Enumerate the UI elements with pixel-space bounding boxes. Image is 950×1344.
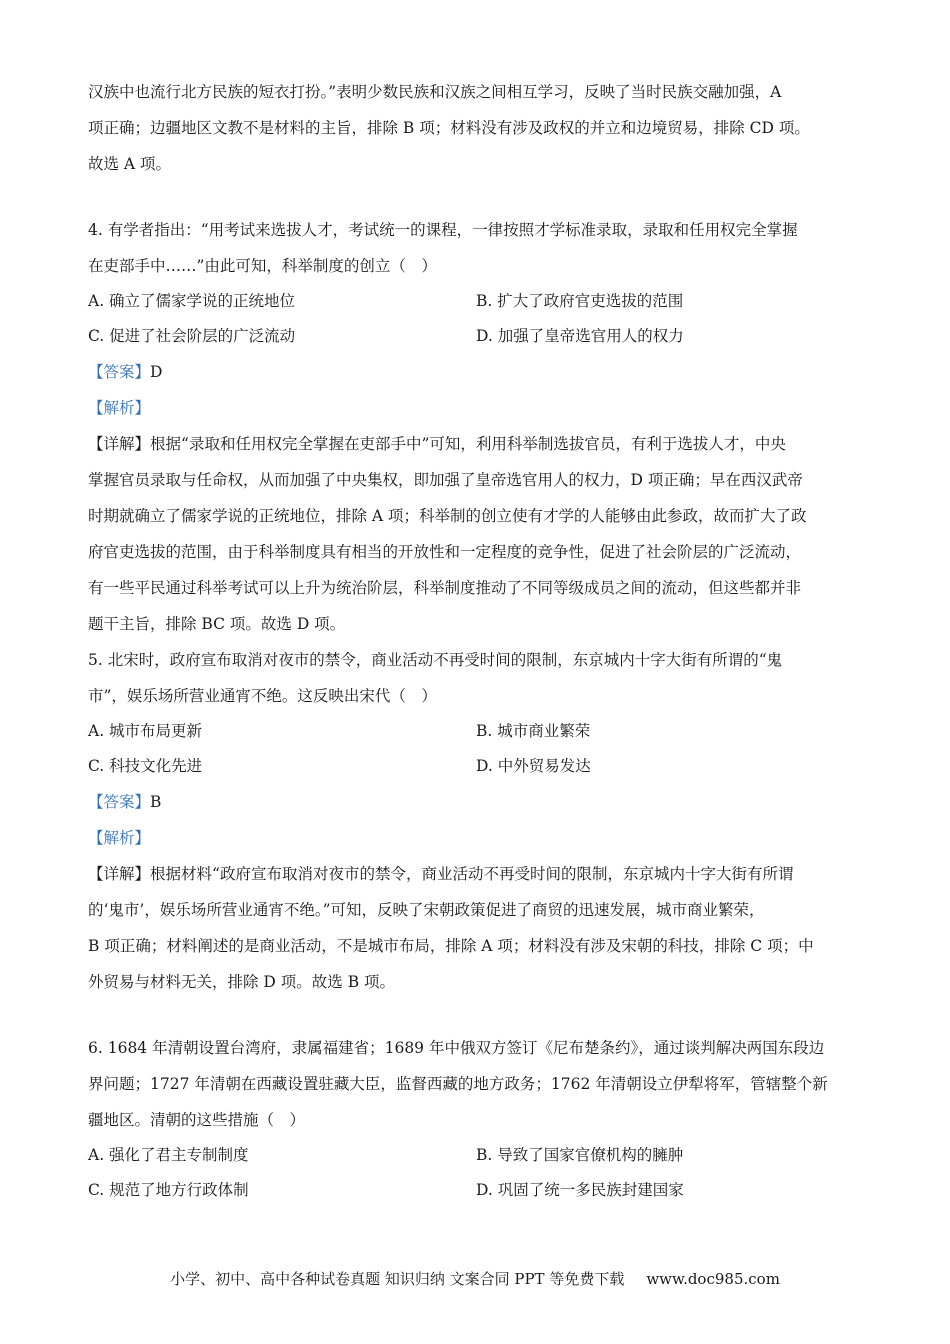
question-5-option-c: C. 科技文化先进 bbox=[88, 757, 203, 775]
prev-explanation-line-2: 项正确；边疆地区文教不是材料的主旨，排除 B 项；材料没有涉及政权的并立和边境贸易，排除 CD 项。 bbox=[88, 119, 810, 137]
question-4-stem-line-2: 在吏部手中……”由此可知，科举制度的创立（ ） bbox=[88, 257, 437, 275]
question-4-detail-line-2: 掌握官员录取与任命权，从而加强了中央集权，即加强了皇帝选官用人的权力，D 项正确；早在西汉武帝 bbox=[88, 471, 803, 489]
detail-text: 根据材料“政府宣布取消对夜市的禁令，商业活动不再受时间的限制，东京城内十字大街有所谓 bbox=[150, 865, 794, 883]
detail-tag: 【详解】 bbox=[88, 865, 151, 883]
question-4-analysis-tag bbox=[88, 390, 874, 426]
answer-value: B bbox=[150, 793, 162, 811]
prev-explanation-line-3: 故选 A 项。 bbox=[88, 155, 172, 173]
question-6-options-row-1 bbox=[88, 1138, 874, 1173]
question-4-option-d: D. 加强了皇帝选官用人的权力 bbox=[476, 327, 684, 345]
question-6-stem-line-2: 界问题；1727 年清朝在西藏设置驻藏大臣，监督西藏的地方政务；1762 年清朝设立伊犁将军，管辖整个新 bbox=[88, 1075, 828, 1093]
analysis-tag: 【解析】 bbox=[88, 399, 151, 417]
question-5-detail-line-4: 外贸易与材料无关，排除 D 项。故选 B 项。 bbox=[88, 973, 396, 991]
question-5-stem-line-1: 5. 北宋时，政府宣布取消对夜市的禁令，商业活动不再受时间的限制，东京城内十字大街有所谓的“鬼 bbox=[88, 651, 783, 669]
document-body bbox=[88, 74, 874, 1208]
answer-value: D bbox=[150, 363, 163, 381]
question-4-detail-line-1 bbox=[88, 426, 874, 462]
answer-tag: 【答案】 bbox=[88, 793, 151, 811]
page-footer bbox=[0, 1268, 950, 1289]
question-6-option-b: B. 导致了国家官僚机构的臃肿 bbox=[476, 1146, 684, 1164]
question-5-analysis-tag bbox=[88, 820, 874, 856]
question-4-option-b: B. 扩大了政府官吏选拔的范围 bbox=[476, 292, 684, 310]
detail-tag: 【详解】 bbox=[88, 435, 151, 453]
question-5-detail-line-2: 的‘鬼市’，娱乐场所营业通宵不绝。”可知，反映了宋朝政策促进了商贸的迅速发展，城市商业繁荣， bbox=[88, 901, 765, 919]
question-4-detail-line-4: 府官吏选拔的范围，由于科举制度具有相当的开放性和一定程度的竞争性，促进了社会阶层的广泛流动， bbox=[88, 543, 802, 561]
question-4-detail-line-3: 时期就确立了儒家学说的正统地位，排除 A 项；科举制的创立使有才学的人能够由此参政，故而扩大了政 bbox=[88, 507, 807, 525]
question-4-options-row-2 bbox=[88, 319, 874, 354]
question-6-option-d: D. 巩固了统一多民族封建国家 bbox=[476, 1181, 684, 1199]
question-6-option-c: C. 规范了地方行政体制 bbox=[88, 1181, 249, 1199]
question-5-detail-line-3: B 项正确；材料阐述的是商业活动，不是城市布局，排除 A 项；材料没有涉及宋朝的科技，排除 C 项；中 bbox=[88, 937, 814, 955]
question-5-option-b: B. 城市商业繁荣 bbox=[476, 722, 591, 740]
question-5-option-d: D. 中外贸易发达 bbox=[476, 757, 591, 775]
question-5-stem-line-2: 市”，娱乐场所营业通宵不绝。这反映出宋代（ ） bbox=[88, 687, 437, 705]
question-6-options-row-2 bbox=[88, 1173, 874, 1208]
question-4-detail-line-6: 题干主旨，排除 BC 项。故选 D 项。 bbox=[88, 615, 346, 633]
question-4-option-a: A. 确立了儒家学说的正统地位 bbox=[88, 292, 296, 310]
question-4-stem-line-1: 4. 有学者指出：“用考试来选拔人才，考试统一的课程，一律按照才学标准录取，录取和任用权完全掌握 bbox=[88, 221, 798, 239]
question-5-option-a: A. 城市布局更新 bbox=[88, 722, 203, 740]
question-5-detail-line-1 bbox=[88, 856, 874, 892]
footer-text: 小学、初中、高中各种试卷真题 知识归纳 文案合同 PPT 等免费下载 bbox=[170, 1270, 625, 1288]
question-4-answer bbox=[88, 354, 874, 390]
question-5-answer bbox=[88, 784, 874, 820]
question-4 bbox=[88, 212, 874, 642]
answer-tag: 【答案】 bbox=[88, 363, 151, 381]
question-4-options-row-1 bbox=[88, 284, 874, 319]
footer-url[interactable]: www.doc985.com bbox=[646, 1270, 780, 1288]
question-6 bbox=[88, 1030, 874, 1208]
analysis-tag: 【解析】 bbox=[88, 829, 151, 847]
question-4-detail-line-5: 有一些平民通过科举考试可以上升为统治阶层，科举制度推动了不同等级成员之间的流动，但这些都并非 bbox=[88, 579, 802, 597]
question-5-options-row-1 bbox=[88, 714, 874, 749]
question-5 bbox=[88, 642, 874, 1000]
question-6-stem-line-1: 6. 1684 年清朝设置台湾府，隶属福建省；1689 年中俄双方签订《尼布楚条约》，通过谈判解决两国东段边 bbox=[88, 1039, 825, 1057]
detail-text: 根据“录取和任用权完全掌握在吏部手中”可知，利用科举制选拔官员，有利于选拔人才，中央 bbox=[150, 435, 786, 453]
prev-explanation-line-1: 汉族中也流行北方民族的短衣打扮。”表明少数民族和汉族之间相互学习，反映了当时民族交融加强，A bbox=[88, 83, 782, 101]
question-6-option-a: A. 强化了君主专制制度 bbox=[88, 1146, 249, 1164]
question-6-stem-line-3: 疆地区。清朝的这些措施（ ） bbox=[88, 1111, 306, 1129]
question-5-options-row-2 bbox=[88, 749, 874, 784]
question-4-option-c: C. 促进了社会阶层的广泛流动 bbox=[88, 327, 296, 345]
